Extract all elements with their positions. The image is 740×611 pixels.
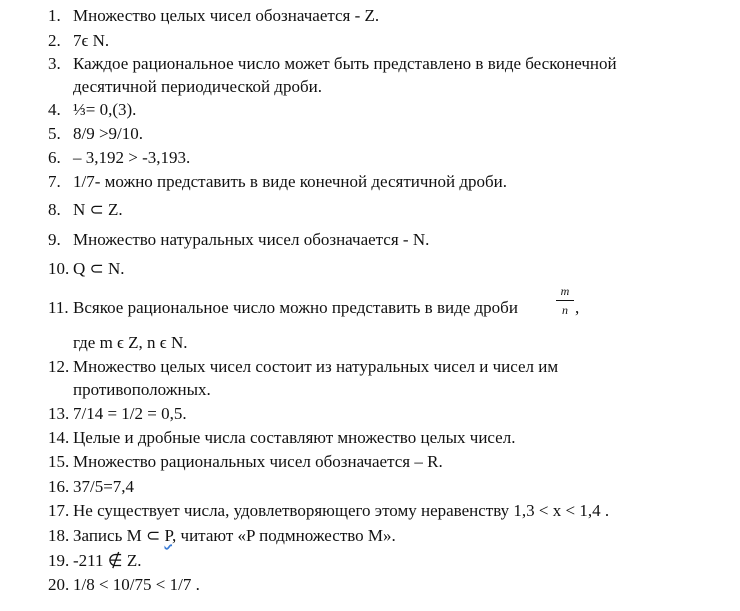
item-text: 8/9 >9/10. <box>73 124 144 143</box>
item-number: 14. <box>48 428 70 447</box>
item-number: 18. <box>48 526 70 545</box>
item-text-underlined: P <box>164 526 173 545</box>
item-number: 15. <box>48 452 70 471</box>
item-number: 5. <box>48 124 61 143</box>
item-text: Множество целых чисел состоит из натуральных чисел и чисел им <box>73 357 559 376</box>
fraction-denominator: n <box>562 303 568 317</box>
item-number: 11. <box>48 298 69 317</box>
item-text: 37/5=7,4 <box>73 477 135 496</box>
item-number: 9. <box>48 230 61 249</box>
item-number: 20. <box>48 575 70 594</box>
item-text: Множество натуральных чисел обозначается - N. <box>73 230 430 249</box>
item-number: 8. <box>48 200 61 219</box>
item-text-continuation: противоположных. <box>73 380 211 399</box>
item-text: Множество целых чисел обозначается - Z. <box>73 6 380 25</box>
item-number: 7. <box>48 172 61 191</box>
item-text: Q ⊂ N. <box>73 259 125 278</box>
item-text-comma: , <box>575 298 580 317</box>
item-text-continuation: где m ϵ Z, n ϵ N. <box>73 333 188 352</box>
item-number: 3. <box>48 54 61 73</box>
item-number: 1. <box>48 6 61 25</box>
item-text: 1/8 < 10/75 < 1/7 . <box>73 575 200 594</box>
item-number: 19. <box>48 551 70 570</box>
fraction-bar <box>556 300 574 301</box>
item-text-part: , читают «P подмножество M». <box>172 526 396 545</box>
fraction-m-over-n <box>556 284 574 317</box>
item-text: – 3,192 > -3,193. <box>73 148 191 167</box>
item-number: 12. <box>48 357 70 376</box>
item-number: 10. <box>48 259 70 278</box>
item-number: 4. <box>48 100 61 119</box>
item-text-part: Запись M ⊂ <box>73 526 165 545</box>
item-text: 7/14 = 1/2 = 0,5. <box>73 404 187 423</box>
item-number: 2. <box>48 31 61 50</box>
item-text: Всякое рациональное число можно представить в виде дроби <box>73 298 518 317</box>
item-text <box>73 526 396 546</box>
item-text-continuation: десятичной периодической дроби. <box>73 77 322 96</box>
item-text: -211 ∉ Z. <box>73 551 142 570</box>
item-text: Множество рациональных чисел обозначается – R. <box>73 452 443 471</box>
item-number: 6. <box>48 148 61 167</box>
item-number: 16. <box>48 477 70 496</box>
item-number: 17. <box>48 501 70 520</box>
item-text: ⅓= 0,(3). <box>73 100 137 119</box>
item-number: 13. <box>48 404 70 423</box>
item-text: 7ϵ N. <box>73 31 110 50</box>
item-text: N ⊂ Z. <box>73 200 123 219</box>
item-text: Не существует числа, удовлетворяющего этому неравенству 1,3 < x < 1,4 . <box>73 501 610 520</box>
item-text: Каждое рациональное число может быть представлено в виде бесконечной <box>73 54 617 73</box>
item-text: Целые и дробные числа составляют множество целых чисел. <box>73 428 516 447</box>
item-text: 1/7- можно представить в виде конечной десятичной дроби. <box>73 172 508 191</box>
fraction-numerator: m <box>560 284 570 298</box>
